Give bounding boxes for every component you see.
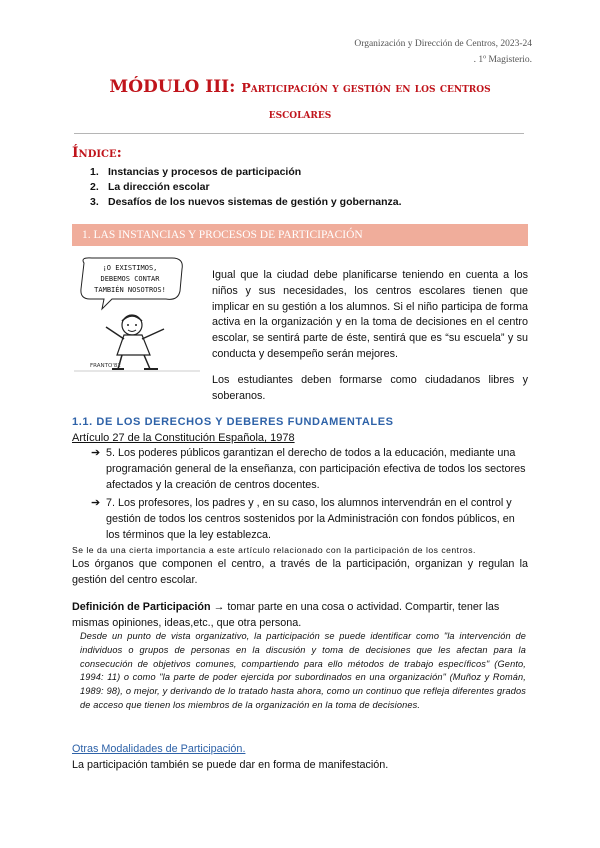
manifestation-text: La participación también se puede dar en forma de manifestación. (72, 759, 389, 771)
page-title (72, 74, 528, 127)
title-topic: Participación y gestión en los centros (241, 80, 491, 95)
quote-block: Desde un punto de vista organizativo, la participación se puede identificar como "la intervención de individuos o grupos de personas en la discusión y toma de decisiones que les afectan para la consecución de objetivos comunes, compartiendo para ello métodos de trabajo específicos" (Gento, 1994: 11) o como "la parte de poder ejercida por subordinados en una organización" (Muñoz y Román, 1989: 98), o mejor, y derivando de lo tratado hasta ahora, como un continuo que refleja diferentes grados de acceso que tienen los miembros de la organización en la toma de decisiones. (80, 631, 526, 710)
definition (72, 600, 528, 632)
section-heading: 1. LAS INSTANCIAS Y PROCESOS DE PARTICIPACIÓN (82, 229, 363, 241)
title-divider (74, 133, 524, 134)
index-item: 2. La dirección escolar (90, 181, 210, 193)
cartoon-illustration (72, 255, 202, 375)
intro-text (212, 268, 528, 414)
title-line2: escolares (268, 106, 332, 121)
small-note: Se le da una cierta importancia a este artículo relacionado con la participación de los centros. (72, 545, 476, 555)
organos-paragraph: Los órganos que componen el centro, a través de la participación, organizan y regulan la gestión del centro escolar. (72, 558, 528, 586)
speech-line-2: DEBEMOS CONTAR (100, 275, 160, 283)
index-list (90, 165, 402, 210)
speech-line-1: ¡O EXISTIMOS, (102, 264, 158, 272)
index-item: 1. Instancias y procesos de participación (90, 166, 302, 178)
index-item: 3. Desafíos de los nuevos sistemas de gestión y gobernanza. (90, 196, 402, 208)
header-degree: . 1º Magisterio. (473, 55, 532, 65)
title-module: MÓDULO III: (109, 77, 242, 97)
definition-label: Definición de Participación (72, 601, 211, 613)
section-heading-bar (72, 224, 528, 246)
intro-paragraph: Los estudiantes deben formarse como ciudadanos libres y soberanos. (212, 373, 528, 402)
arrow-icon: ➔ (90, 497, 100, 510)
arrow-icon: ➔ (90, 447, 100, 459)
list-item: ➔ 7. Los profesores, los padres y , en su caso, los alumnos intervendrán en el control y gestión de todos los centros sostenidos por la Administración con fondos públicos, en los términos que la ley establezca. (72, 496, 528, 543)
speech-line-3: TAMBIÉN NOSOTROS! (94, 286, 166, 294)
cartoon-signature: FRANTO'82 (90, 363, 121, 369)
subsection-heading: 1.1. DE LOS DERECHOS Y DEBERES FUNDAMENTALES (72, 416, 394, 428)
list-item: ➔ 5. Los poderes públicos garantizan el derecho de todos a la educación, mediante una programación general de la enseñanza, con participación efectiva de todos los sectores afectados y la creación de centros docentes. (72, 446, 528, 493)
article-title: Artículo 27 de la Constitución Española, 1978 (72, 432, 295, 444)
index-title: Índice: (72, 145, 122, 161)
definition-text: → tomar parte en una cosa o actividad. Compartir, tener las mismas opiniones, ideas,etc., que otra persona. (72, 601, 500, 629)
article-bullets (72, 446, 528, 547)
otras-modalidades-link[interactable]: Otras Modalidades de Participación. (72, 743, 246, 755)
header-course: Organización y Dirección de Centros, 2023-24 (354, 39, 532, 49)
page-header (354, 36, 532, 68)
intro-paragraph: Igual que la ciudad debe planificarse teniendo en cuenta a los niños y sus necesidades, los centros escolares tienen que implicar en su gestión a los alumnos. Si el niño participa de forma activa en la organización y en la toma de decisiones en el centro escolar, se sentirá parte de éste, sentirá que es “su escuela” y su conducta y desempeño serán mejores. (212, 269, 528, 360)
